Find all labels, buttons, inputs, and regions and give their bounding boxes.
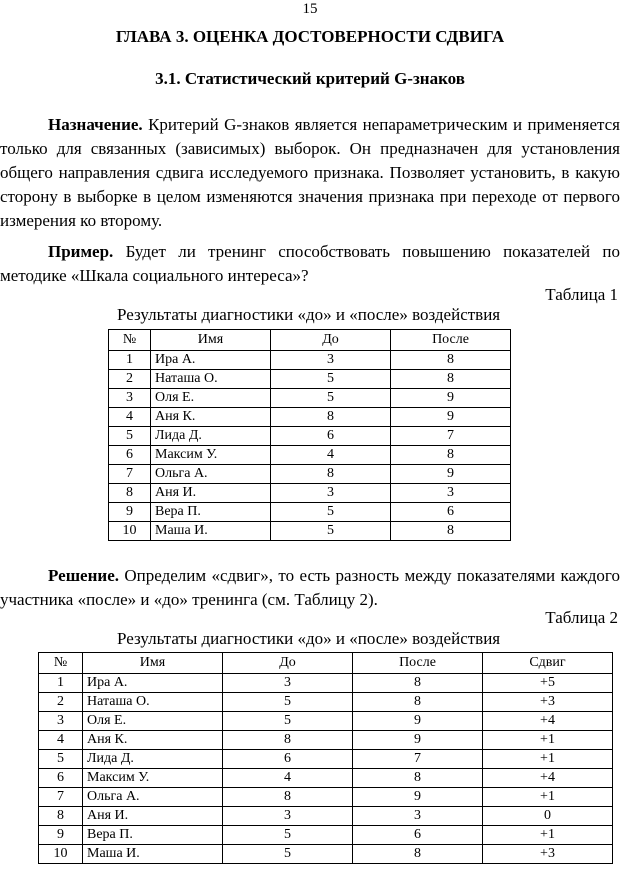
table-cell: 3: [271, 484, 391, 503]
column-header: Имя: [83, 653, 223, 674]
table-cell: Лида Д.: [151, 427, 271, 446]
table-header-row: [109, 330, 511, 351]
table-cell: Максим У.: [151, 446, 271, 465]
purpose-text: Критерий G-знаков является непараметрическим и применяется только для связанных (зависимых) выборок. Он предназначен для установления общего направления сдвига исследуемого признака. Позволяет установить, в какую сторону в выборке в целом изменяются значения признака при переходе от первого измерения ко второму.: [0, 115, 620, 230]
table-cell: 4: [109, 408, 151, 427]
table-row: [109, 446, 511, 465]
table-cell: Маша И.: [151, 522, 271, 541]
table-cell: 5: [223, 845, 353, 864]
table-cell: 7: [109, 465, 151, 484]
table-row: [109, 484, 511, 503]
table-cell: 2: [109, 370, 151, 389]
table-cell: 1: [39, 674, 83, 693]
table-row: [109, 503, 511, 522]
table-cell: 5: [109, 427, 151, 446]
table-cell: 0: [483, 807, 613, 826]
table-cell: Ира А.: [151, 351, 271, 370]
table-row: [109, 522, 511, 541]
table-cell: 7: [391, 427, 511, 446]
table-row: [109, 408, 511, 427]
table-cell: 2: [39, 693, 83, 712]
example-text: Будет ли тренинг способствовать повышению показателей по методике «Шкала социального интереса»?: [0, 242, 620, 285]
table-cell: 10: [109, 522, 151, 541]
table-cell: Вера П.: [83, 826, 223, 845]
table-cell: 1: [109, 351, 151, 370]
column-header: До: [223, 653, 353, 674]
table-cell: Оля Е.: [151, 389, 271, 408]
column-header: Сдвиг: [483, 653, 613, 674]
table-cell: 8: [223, 788, 353, 807]
table-cell: 6: [353, 826, 483, 845]
table-cell: +4: [483, 769, 613, 788]
table-cell: 4: [39, 731, 83, 750]
page-number: 15: [302, 1, 318, 17]
table-cell: +1: [483, 826, 613, 845]
table-cell: 5: [223, 826, 353, 845]
table-row: [109, 351, 511, 370]
table-cell: 9: [391, 389, 511, 408]
table-cell: +1: [483, 788, 613, 807]
table-row: [109, 427, 511, 446]
table-cell: 5: [223, 693, 353, 712]
results-table-2: [38, 652, 613, 864]
table-cell: Маша И.: [83, 845, 223, 864]
example-paragraph: [0, 240, 620, 288]
table-cell: 3: [223, 807, 353, 826]
table-cell: 6: [39, 769, 83, 788]
table-cell: 6: [223, 750, 353, 769]
table-cell: 8: [353, 845, 483, 864]
table-row: [109, 465, 511, 484]
table-row: [109, 370, 511, 389]
table-cell: 8: [391, 446, 511, 465]
table-cell: 8: [391, 522, 511, 541]
table-cell: 5: [271, 389, 391, 408]
table-cell: Максим У.: [83, 769, 223, 788]
table-cell: Наташа О.: [83, 693, 223, 712]
table-cell: Ольга А.: [83, 788, 223, 807]
table-cell: 3: [109, 389, 151, 408]
table-cell: +1: [483, 750, 613, 769]
table-cell: 8: [391, 351, 511, 370]
table-cell: 8: [39, 807, 83, 826]
results-table-1: [108, 329, 511, 541]
section-title: 3.1. Статистический критерий G-знаков: [155, 69, 465, 88]
table-cell: 5: [271, 503, 391, 522]
table-cell: Вера П.: [151, 503, 271, 522]
table-cell: 7: [39, 788, 83, 807]
table-row: [39, 807, 613, 826]
table-cell: 8: [223, 731, 353, 750]
table-cell: 9: [109, 503, 151, 522]
table-row: [39, 826, 613, 845]
table-cell: 8: [353, 674, 483, 693]
table-cell: +3: [483, 693, 613, 712]
column-header: После: [353, 653, 483, 674]
solution-label: Решение.: [48, 566, 119, 585]
column-header: Имя: [151, 330, 271, 351]
table-cell: +1: [483, 731, 613, 750]
table-cell: 9: [353, 731, 483, 750]
table-cell: 8: [109, 484, 151, 503]
column-header: №: [39, 653, 83, 674]
table-row: [39, 750, 613, 769]
table-row: [39, 788, 613, 807]
table-cell: 8: [353, 769, 483, 788]
table-cell: 8: [353, 693, 483, 712]
table-cell: 5: [271, 522, 391, 541]
table-cell: +3: [483, 845, 613, 864]
table-cell: 3: [353, 807, 483, 826]
table-cell: 9: [353, 788, 483, 807]
table-cell: 10: [39, 845, 83, 864]
example-label: Пример.: [48, 242, 114, 261]
table-row: [109, 389, 511, 408]
solution-text: Определим «сдвиг», то есть разность между показателями каждого участника «после» и «до» тренинга (см. Таблицу 2).: [0, 566, 620, 609]
table-header-row: [39, 653, 613, 674]
table-cell: +5: [483, 674, 613, 693]
table-cell: Аня К.: [83, 731, 223, 750]
table-cell: 4: [223, 769, 353, 788]
table-cell: 5: [223, 712, 353, 731]
table-cell: 4: [271, 446, 391, 465]
table-cell: 6: [271, 427, 391, 446]
table-cell: 7: [353, 750, 483, 769]
table-cell: 6: [109, 446, 151, 465]
table-cell: 3: [391, 484, 511, 503]
table-cell: Оля Е.: [83, 712, 223, 731]
table-cell: 5: [271, 370, 391, 389]
table2-caption: Результаты диагностики «до» и «после» воздействия: [117, 629, 501, 648]
table-row: [39, 712, 613, 731]
table-cell: +4: [483, 712, 613, 731]
table-row: [39, 769, 613, 788]
chapter-title: ГЛАВА 3. ОЦЕНКА ДОСТОВЕРНОСТИ СДВИГА: [115, 27, 505, 46]
purpose-label: Назначение.: [48, 115, 143, 134]
solution-paragraph: [0, 564, 620, 612]
table-cell: 9: [391, 408, 511, 427]
table-cell: 6: [391, 503, 511, 522]
table-cell: 8: [391, 370, 511, 389]
table-cell: 3: [39, 712, 83, 731]
table-cell: 9: [39, 826, 83, 845]
column-header: После: [391, 330, 511, 351]
column-header: До: [271, 330, 391, 351]
table-cell: Ира А.: [83, 674, 223, 693]
table1-caption: Результаты диагностики «до» и «после» воздействия: [117, 305, 501, 324]
table1-label: Таблица 1: [545, 285, 618, 304]
table-row: [39, 674, 613, 693]
purpose-paragraph: [0, 113, 620, 233]
table-cell: Аня И.: [83, 807, 223, 826]
column-header: №: [109, 330, 151, 351]
table-cell: Ольга А.: [151, 465, 271, 484]
table-cell: Аня И.: [151, 484, 271, 503]
table-cell: 8: [271, 408, 391, 427]
table-row: [39, 731, 613, 750]
table-cell: 5: [39, 750, 83, 769]
table-cell: Наташа О.: [151, 370, 271, 389]
table-cell: 9: [391, 465, 511, 484]
table-row: [39, 845, 613, 864]
table-cell: 8: [271, 465, 391, 484]
table-cell: Лида Д.: [83, 750, 223, 769]
table-cell: 3: [271, 351, 391, 370]
table-cell: 3: [223, 674, 353, 693]
table2-label: Таблица 2: [545, 608, 618, 627]
table-cell: 9: [353, 712, 483, 731]
table-cell: Аня К.: [151, 408, 271, 427]
table-row: [39, 693, 613, 712]
